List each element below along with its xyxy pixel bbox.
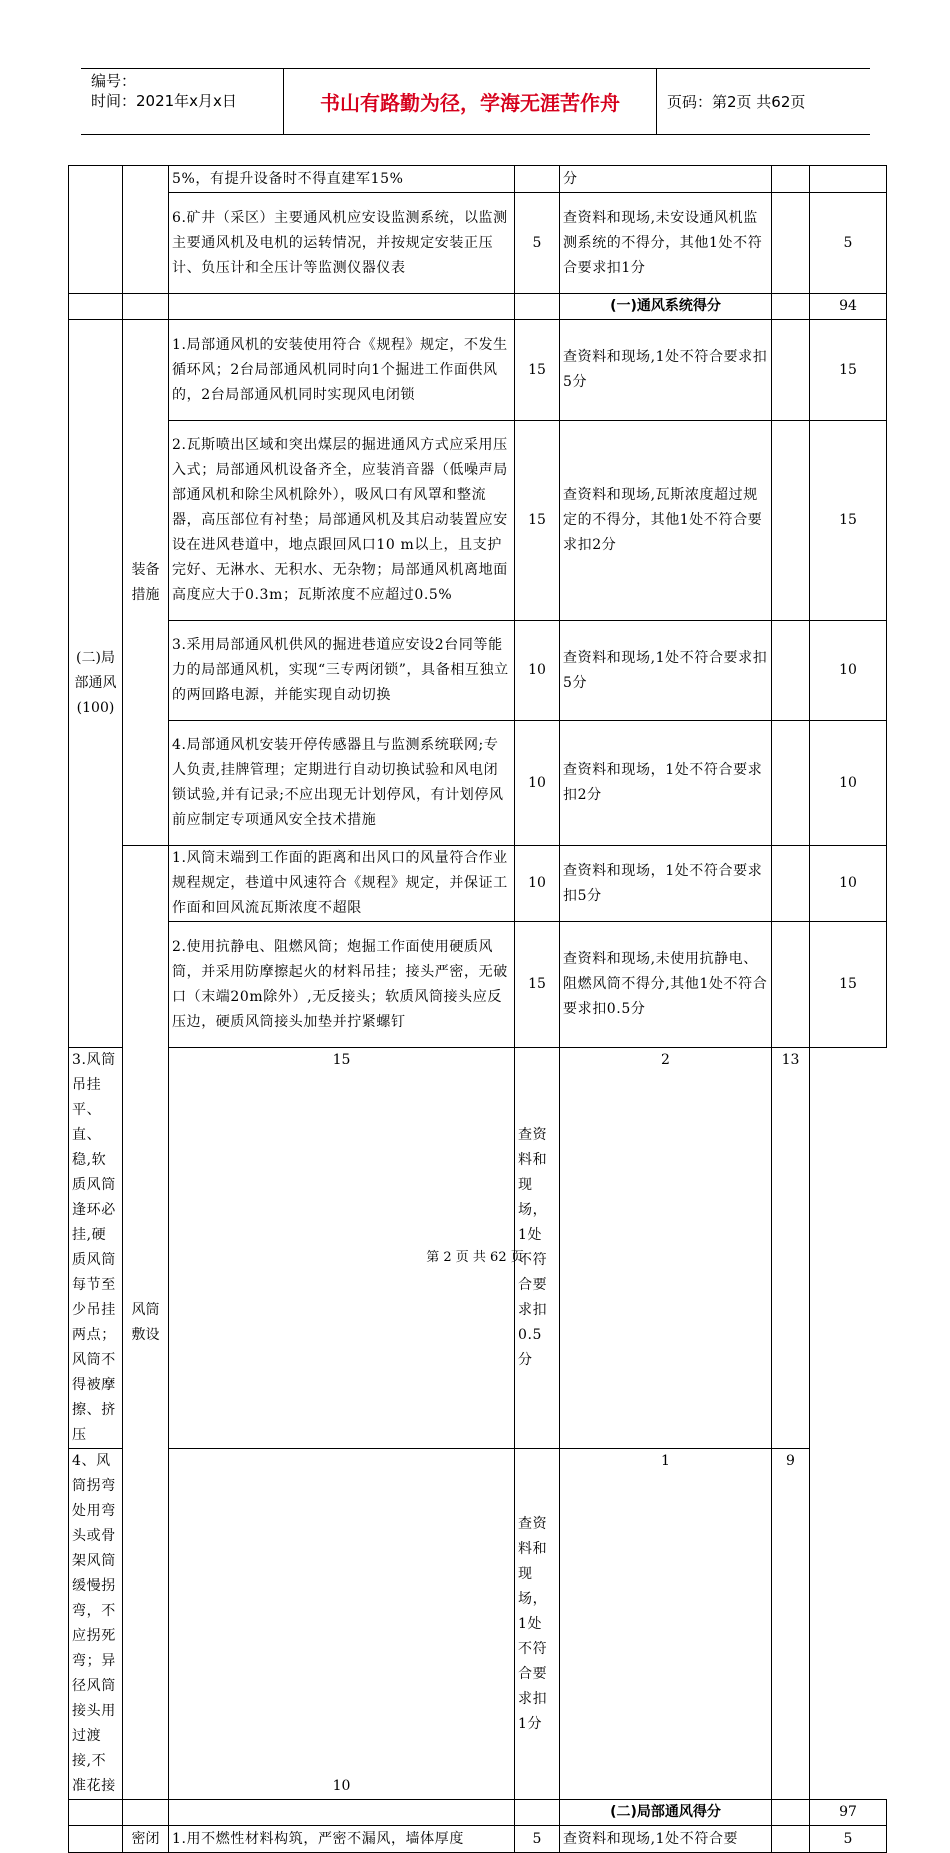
score: 9 xyxy=(772,1449,810,1800)
deduction xyxy=(772,166,810,193)
standard-points: 15 xyxy=(515,922,560,1048)
table-row xyxy=(69,193,887,294)
standard-points: 15 xyxy=(515,421,560,621)
deduction xyxy=(772,320,810,421)
assessment-table xyxy=(68,165,887,1853)
subcategory-equipment-measures: 装备措施 xyxy=(123,320,169,846)
table-row xyxy=(69,421,887,621)
score: 13 xyxy=(772,1048,810,1449)
requirement-text: 3.风筒吊挂平、直、稳,软质风筒逢环必挂,硬质风筒每节至少吊挂两点；风筒不得被摩擦、挤压 xyxy=(69,1048,123,1449)
deduction xyxy=(772,846,810,922)
standard-points: 5 xyxy=(515,1826,560,1853)
score: 15 xyxy=(810,421,887,621)
table-row xyxy=(69,621,887,721)
category-cell xyxy=(69,1826,123,1853)
deduction: 1 xyxy=(560,1449,772,1800)
score: 10 xyxy=(810,846,887,922)
standard-points: 10 xyxy=(515,621,560,721)
table-row xyxy=(69,166,887,193)
scoring-method: 查资料和现场，1处不符合要求扣5分 xyxy=(560,846,772,922)
summary-score: 97 xyxy=(810,1800,887,1826)
deduction xyxy=(772,922,810,1048)
subcategory-sealing: 密闭 xyxy=(123,1826,169,1853)
requirement-text: 3.采用局部通风机供风的掘进巷道应安设2台同等能力的局部通风机，实现“三专两闭锁”，具备相互独立的两回路电源，并能实现自动切换 xyxy=(169,621,515,721)
requirement-text: 2.瓦斯喷出区域和突出煤层的掘进通风方式应采用压入式；局部通风机设备齐全，应装消音器（低噪声局部通风机和除尘风机除外），吸风口有风罩和整流器，高压部位有衬垫；局部通风机及其启动装置应安设在进风巷道中，地点跟回风口10 m以上，且支护完好、无淋水、无积水、无杂物；局部通风机离地面高度应大于0.3m；瓦斯浓度不应超过0.5% xyxy=(169,421,515,621)
scoring-method: 查资料和现场,瓦斯浓度超过规定的不得分，其他1处不符合要求扣2分 xyxy=(560,421,772,621)
deduction xyxy=(772,721,810,846)
score: 5 xyxy=(810,1826,887,1853)
subcategory-cell xyxy=(123,166,169,294)
requirement-text: 1.局部通风机的安装使用符合《规程》规定，不发生循环风；2台局部通风机同时向1个掘进工作面供风的，2台局部通风机同时实现风电闭锁 xyxy=(169,320,515,421)
table-row xyxy=(69,320,887,421)
header-left-block xyxy=(81,69,284,134)
scoring-method: 查资料和现场，1处不符合要求扣1分 xyxy=(515,1449,560,1800)
scoring-method: 查资料和现场,1处不符合要求扣5分 xyxy=(560,621,772,721)
document-number-label: 编号： xyxy=(91,72,137,90)
page-header xyxy=(81,68,870,135)
requirement-text: 1.用不燃性材料构筑，严密不漏风，墙体厚度 xyxy=(169,1826,515,1853)
score xyxy=(810,166,887,193)
requirement-text: 6.矿井（采区）主要通风机应安设监测系统，以监测主要通风机及电机的运转情况，并按规定安装正压计、负压计和全压计等监测仪器仪表 xyxy=(169,193,515,294)
standard-points: 5 xyxy=(515,193,560,294)
scoring-method: 查资料和现场，1处不符合要求扣0.5分 xyxy=(515,1048,560,1449)
standard-points xyxy=(515,166,560,193)
standard-points: 15 xyxy=(515,320,560,421)
requirement-text: 1.风筒末端到工作面的距离和出风口的风量符合作业规程规定，巷道中风速符合《规程》规定，并保证工作面和回风流瓦斯浓度不超限 xyxy=(169,846,515,922)
summary-score: 94 xyxy=(810,294,887,320)
scoring-method: 查资料和现场,未使用抗静电、阻燃风筒不得分,其他1处不符合要求扣0.5分 xyxy=(560,922,772,1048)
deduction xyxy=(772,621,810,721)
score: 15 xyxy=(810,320,887,421)
scoring-method: 分 xyxy=(560,166,772,193)
table-row xyxy=(69,846,887,922)
table-row xyxy=(69,1826,887,1853)
requirement-text: 2.使用抗静电、阻燃风筒；炮掘工作面使用硬质风筒，并采用防摩擦起火的材料吊挂；接头严密，无破口（末端20m除外）,无反接头；软质风筒接头应反压边，硬质风筒接头加垫并拧紧螺钉 xyxy=(169,922,515,1048)
scoring-method: 查资料和现场,1处不符合要求扣5分 xyxy=(560,320,772,421)
deduction: 2 xyxy=(560,1048,772,1449)
summary-label: (一)通风系统得分 xyxy=(560,294,772,320)
summary-row xyxy=(69,1800,887,1826)
score: 15 xyxy=(810,922,887,1048)
category-cell xyxy=(69,166,123,294)
deduction xyxy=(772,421,810,621)
table-row xyxy=(69,721,887,846)
category-local-ventilation: (二)局部通风(100) xyxy=(69,320,123,1048)
score: 10 xyxy=(810,621,887,721)
table-row xyxy=(69,922,887,1048)
summary-row xyxy=(69,294,887,320)
deduction xyxy=(772,1826,810,1853)
scoring-method: 查资料和现场,未安设通风机监测系统的不得分，其他1处不符合要求扣1分 xyxy=(560,193,772,294)
standard-points: 10 xyxy=(515,846,560,922)
requirement-text: 4、风筒拐弯处用弯头或骨架风筒缓慢拐弯，不应拐死弯；异径风筒接头用过渡接,不准花接 xyxy=(69,1449,123,1800)
requirement-text: 4.局部通风机安装开停传感器且与监测系统联网;专人负责,挂牌管理；定期进行自动切换试验和风电闭锁试验,并有记录;不应出现无计划停风，有计划停风前应制定专项通风安全技术措施 xyxy=(169,721,515,846)
requirement-text: 5%，有提升设备时不得直建军15% xyxy=(169,166,515,193)
summary-label: (二)局部通风得分 xyxy=(560,1800,772,1826)
document-date-label: 时间：2021年x月x日 xyxy=(91,92,237,110)
table-row xyxy=(69,1449,887,1800)
page-footer: 第 2 页 共 62 页 xyxy=(426,1250,524,1265)
scoring-method: 查资料和现场,1处不符合要 xyxy=(560,1826,772,1853)
standard-points: 10 xyxy=(515,721,560,846)
subcategory-duct-laying: 风筒敷设 xyxy=(123,846,169,1800)
header-page-label: 页码：第2页 共62页 xyxy=(667,93,806,111)
standard-points: 15 xyxy=(169,1048,515,1449)
deduction xyxy=(772,193,810,294)
scoring-method: 查资料和现场，1处不符合要求扣2分 xyxy=(560,721,772,846)
standard-points: 10 xyxy=(169,1449,515,1800)
score: 5 xyxy=(810,193,887,294)
header-motto: 书山有路勤为径，学海无涯苦作舟 xyxy=(284,69,657,134)
score: 10 xyxy=(810,721,887,846)
